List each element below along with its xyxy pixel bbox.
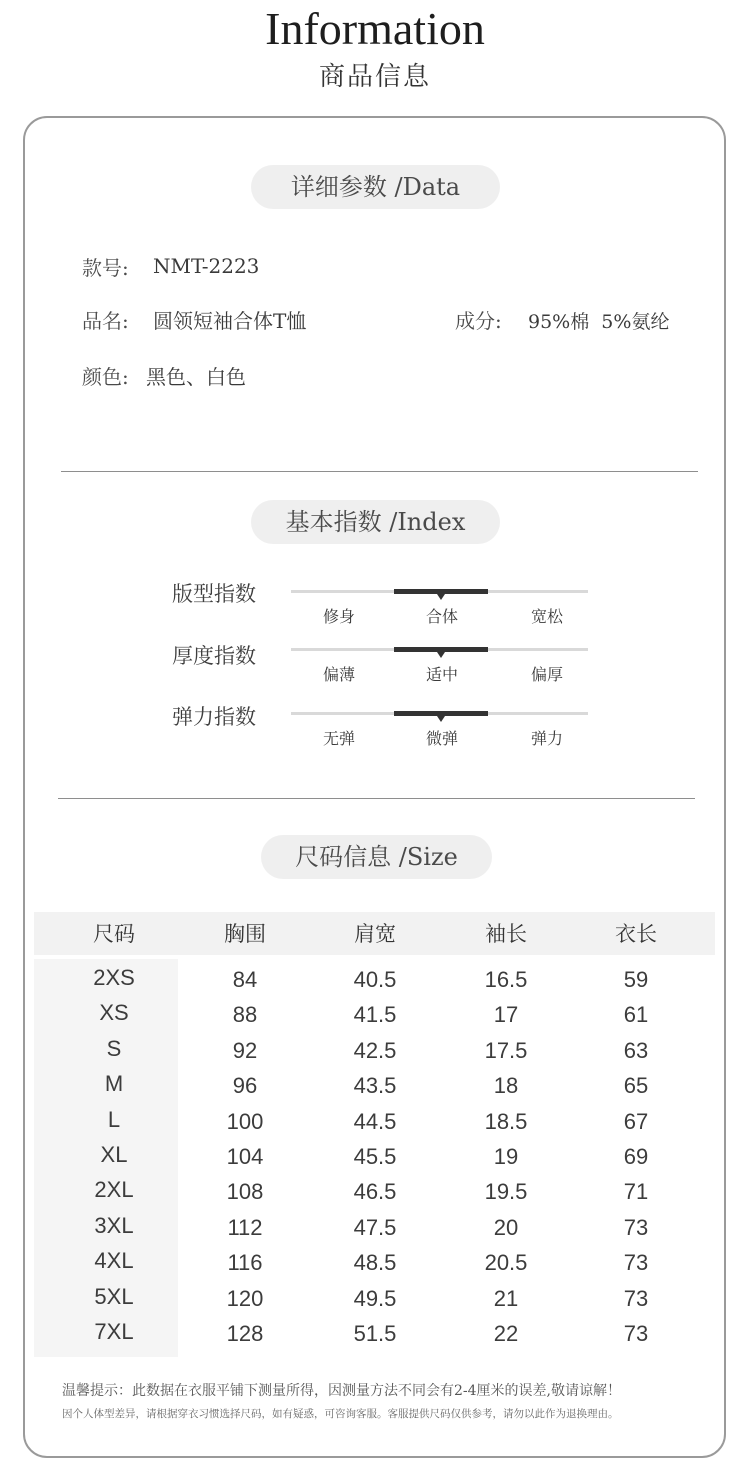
- stretch-index-label: 弹力指数: [172, 705, 256, 729]
- size-cell-sleeve: 18: [493, 1073, 519, 1099]
- thickness-index-label: 厚度指数: [172, 644, 256, 668]
- size-cell-shoulder: 45.5: [353, 1144, 397, 1169]
- size-cell-chest: 96: [232, 1073, 258, 1099]
- divider-2: [58, 798, 695, 799]
- size-cell-sleeve: 20: [493, 1214, 519, 1240]
- size-cell-size: XS: [99, 1000, 129, 1026]
- size-cell-size: 5XL: [94, 1283, 134, 1309]
- fit-option-slim: 修身: [322, 607, 355, 626]
- size-cell-size: 2XS: [93, 965, 135, 990]
- stretch-option-none: 无弹: [322, 729, 355, 748]
- size-cell-length: 63: [623, 1037, 649, 1063]
- stretch-option-slight: 微弹: [425, 729, 458, 748]
- size-cell-size: L: [107, 1106, 121, 1132]
- measurement-note: 温馨提示：此数据在衣服平铺下测量所得，因测量方法不同会有2-4厘米的误差,敬请谅解！: [62, 1383, 621, 1399]
- fit-option-regular: 合体: [425, 607, 458, 626]
- size-cell-size: 7XL: [94, 1319, 134, 1344]
- size-cell-size: 4XL: [94, 1248, 134, 1274]
- size-cell-length: 73: [623, 1250, 649, 1276]
- fit-option-loose: 宽松: [530, 607, 563, 626]
- size-cell-shoulder: 47.5: [353, 1214, 397, 1240]
- size-cell-length: 73: [623, 1214, 649, 1240]
- size-cell-size: S: [106, 1035, 122, 1061]
- sleeve-col-header: 袖长: [485, 922, 527, 946]
- style-value: NMT-2223: [153, 254, 260, 278]
- stretch-option-stretch: 弹力: [530, 729, 563, 748]
- size-col-header: 尺码: [93, 922, 135, 946]
- size-cell-length: 61: [623, 1002, 649, 1028]
- size-cell-chest: 84: [232, 967, 258, 992]
- size-cell-length: 59: [623, 967, 649, 992]
- size-cell-sleeve: 17.5: [484, 1037, 528, 1063]
- material-label: 成分:: [455, 309, 502, 333]
- size-cell-shoulder: 43.5: [353, 1073, 397, 1099]
- size-cell-sleeve: 17: [493, 1002, 519, 1028]
- size-cell-length: 73: [623, 1321, 649, 1346]
- size-cell-sleeve: 19: [493, 1144, 519, 1169]
- size-cell-shoulder: 40.5: [353, 967, 397, 992]
- index-section-pill: 基本指数 /Index: [251, 500, 500, 544]
- size-cell-shoulder: 48.5: [353, 1250, 397, 1276]
- divider-1: [61, 471, 698, 472]
- shoulder-col-header: 肩宽: [354, 922, 396, 946]
- size-section-pill: 尺码信息 /Size: [261, 835, 492, 879]
- size-cell-size: 3XL: [94, 1212, 134, 1238]
- size-cell-shoulder: 44.5: [353, 1108, 397, 1134]
- color-label: 颜色:: [82, 365, 129, 389]
- size-disclaimer: 因个人体型差异，请根据穿衣习惯选择尺码，如有疑惑，可咨询客服。客服提供尺码仅供参考，请勿以此作为退换理由。: [62, 1408, 619, 1420]
- size-cell-sleeve: 16.5: [484, 967, 528, 992]
- size-cell-sleeve: 20.5: [484, 1250, 528, 1276]
- color-value: 黑色、白色: [146, 365, 246, 389]
- size-cell-chest: 108: [226, 1179, 264, 1205]
- size-cell-length: 71: [623, 1179, 649, 1205]
- size-cell-size: 2XL: [94, 1177, 134, 1203]
- size-cell-shoulder: 49.5: [353, 1285, 397, 1311]
- size-cell-size: M: [104, 1071, 124, 1097]
- thickness-option-medium: 适中: [425, 665, 458, 684]
- size-cell-shoulder: 41.5: [353, 1002, 397, 1028]
- size-cell-chest: 104: [226, 1144, 264, 1169]
- size-cell-length: 69: [623, 1144, 649, 1169]
- thickness-option-thin: 偏薄: [322, 665, 355, 684]
- size-cell-size: XL: [100, 1142, 128, 1167]
- name-value: 圆领短袖合体T恤: [153, 309, 307, 333]
- size-cell-chest: 100: [226, 1108, 264, 1134]
- style-label: 款号:: [82, 256, 129, 280]
- fit-index-label: 版型指数: [172, 582, 256, 606]
- size-cell-sleeve: 19.5: [484, 1179, 528, 1205]
- material-value: 95%棉 5%氨纶: [528, 311, 670, 333]
- name-label: 品名:: [82, 309, 129, 333]
- size-cell-sleeve: 21: [493, 1285, 519, 1311]
- length-col-header: 衣长: [615, 922, 657, 946]
- thickness-option-thick: 偏厚: [530, 665, 563, 684]
- chest-col-header: 胸围: [224, 922, 266, 946]
- size-cell-sleeve: 18.5: [484, 1108, 528, 1134]
- size-cell-chest: 116: [227, 1250, 263, 1276]
- size-cell-chest: 88: [232, 1002, 258, 1028]
- size-cell-length: 65: [623, 1073, 649, 1099]
- thickness-index-pointer-icon: [437, 652, 445, 658]
- size-cell-chest: 92: [232, 1037, 258, 1063]
- size-cell-chest: 128: [226, 1321, 264, 1346]
- size-cell-chest: 120: [226, 1285, 264, 1311]
- stretch-index-pointer-icon: [437, 716, 445, 722]
- page-title-cn: 商品信息: [318, 62, 431, 92]
- size-cell-chest: 112: [227, 1214, 263, 1240]
- fit-index-pointer-icon: [437, 594, 445, 600]
- size-cell-length: 73: [623, 1285, 649, 1311]
- size-cell-sleeve: 22: [493, 1321, 519, 1346]
- data-section-pill: 详细参数 /Data: [251, 165, 500, 209]
- size-cell-shoulder: 42.5: [353, 1037, 397, 1063]
- page-title-en: Information: [265, 3, 485, 54]
- size-cell-shoulder: 51.5: [353, 1321, 397, 1346]
- size-cell-shoulder: 46.5: [353, 1179, 397, 1205]
- size-cell-length: 67: [623, 1108, 649, 1134]
